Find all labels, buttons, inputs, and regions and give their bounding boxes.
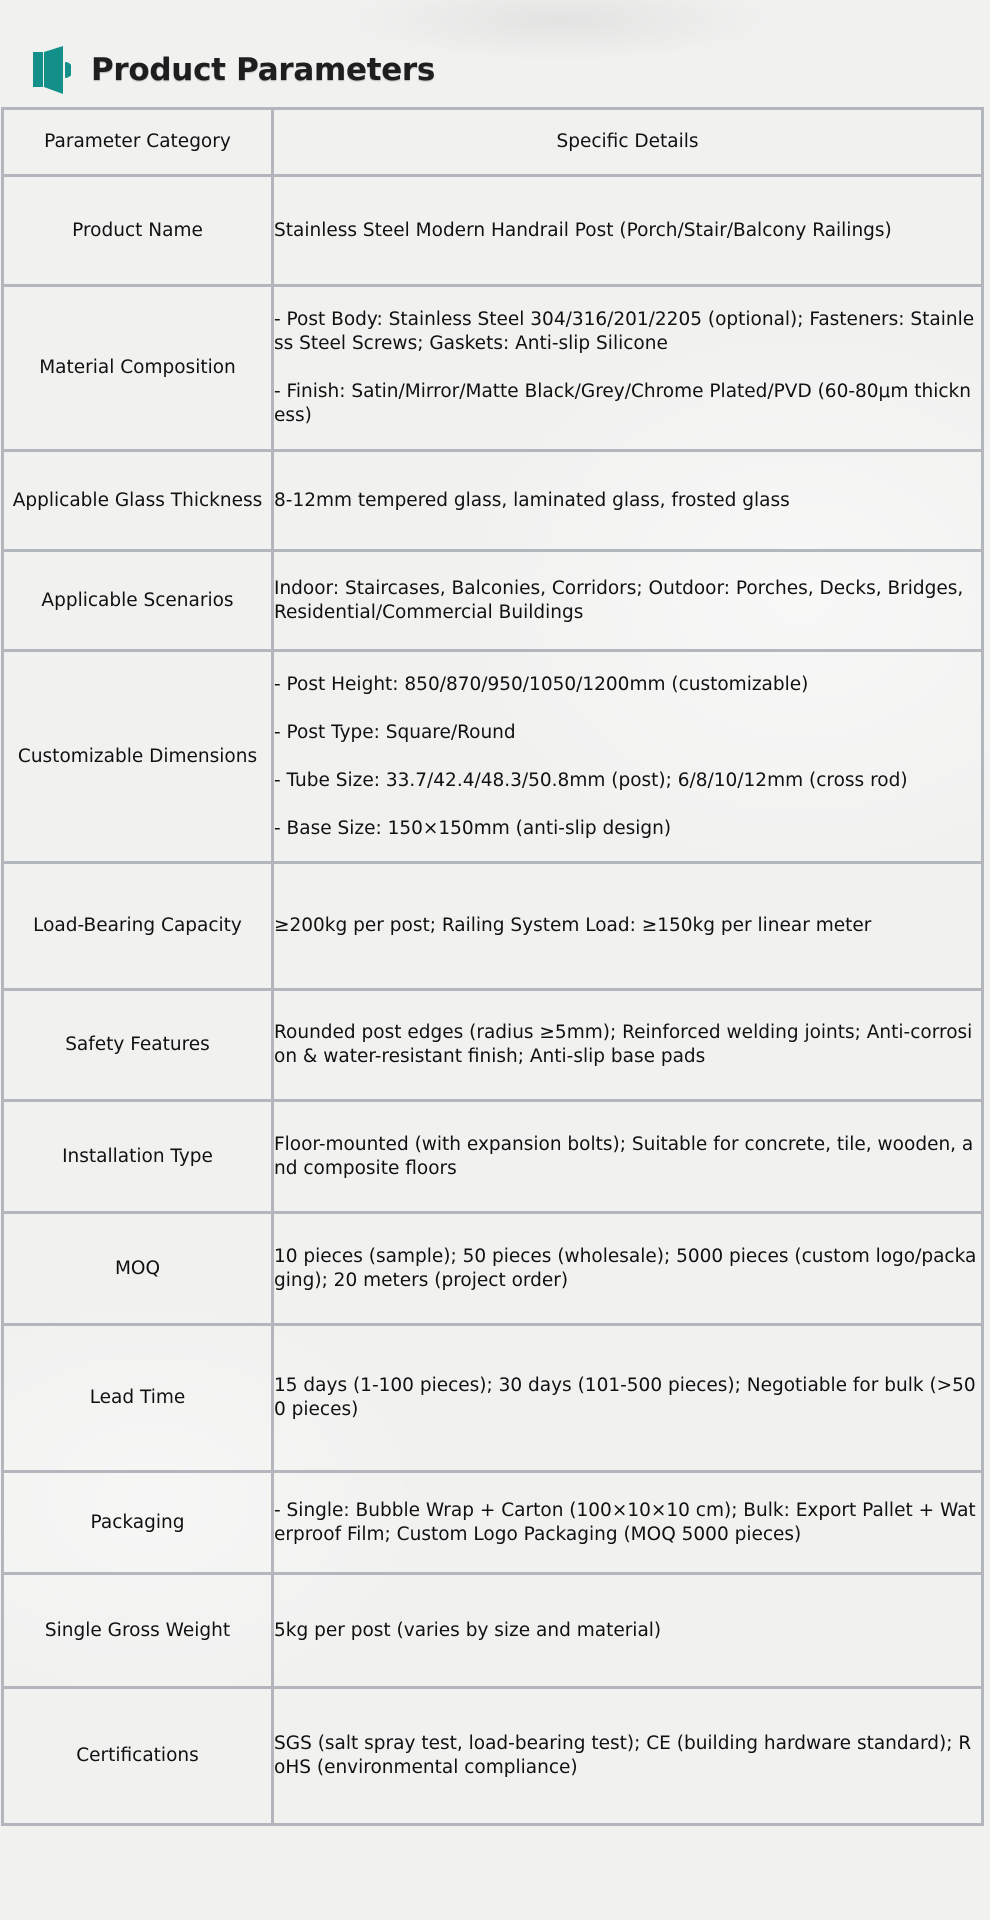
detail-line: - Single: Bubble Wrap + Carton (100×10×10 cm); Bulk: Export Pallet + Waterproof Film; Custom Logo Packaging (MOQ 5000 pieces) <box>274 1499 976 1545</box>
table-row <box>3 1325 983 1472</box>
detail-line: Floor-mounted (with expansion bolts); Suitable for concrete, tile, wooden, and composite floors <box>274 1133 974 1179</box>
table-row <box>3 286 983 451</box>
detail-line: Indoor: Staircases, Balconies, Corridors; Outdoor: Porches, Decks, Bridges, Residential/Commercial Buildings <box>274 577 964 623</box>
speaker-icon <box>33 46 71 94</box>
table-row <box>3 1101 983 1213</box>
detail-line: - Finish: Satin/Mirror/Matte Black/Grey/Chrome Plated/PVD (60-80μm thickness) <box>274 381 971 426</box>
section-header <box>33 44 435 96</box>
parameter-details <box>273 1688 983 1825</box>
parameters-table <box>1 107 984 1826</box>
parameter-details <box>273 176 983 286</box>
parameter-category: Product Name <box>3 176 273 286</box>
parameter-category: Customizable Dimensions <box>3 651 273 863</box>
parameter-category: MOQ <box>3 1213 273 1325</box>
parameter-details <box>273 651 983 863</box>
parameter-details <box>273 863 983 990</box>
parameter-details <box>273 1101 983 1213</box>
table-row <box>3 1472 983 1574</box>
detail-line: ≥200kg per post; Railing System Load: ≥150kg per linear meter <box>274 915 872 936</box>
detail-line: 8-12mm tempered glass, laminated glass, frosted glass <box>274 489 790 511</box>
parameter-category: Material Composition <box>3 286 273 451</box>
parameter-details <box>273 286 983 451</box>
detail-line: 5kg per post (varies by size and material) <box>274 1619 662 1641</box>
parameter-category: Installation Type <box>3 1101 273 1213</box>
parameter-category: Applicable Scenarios <box>3 551 273 651</box>
parameter-details <box>273 551 983 651</box>
parameter-category: Single Gross Weight <box>3 1574 273 1688</box>
detail-line: SGS (salt spray test, load-bearing test); CE (building hardware standard); RoHS (environmental compliance) <box>274 1733 972 1778</box>
detail-line: - Post Type: Square/Round <box>274 721 516 743</box>
table-row <box>3 1688 983 1825</box>
table-row <box>3 863 983 990</box>
table-row <box>3 651 983 863</box>
table-row <box>3 176 983 286</box>
table-header-row <box>3 109 983 176</box>
table-row <box>3 1213 983 1325</box>
table-row <box>3 990 983 1101</box>
parameter-category: Safety Features <box>3 990 273 1101</box>
parameter-category: Lead Time <box>3 1325 273 1472</box>
detail-line: Stainless Steel Modern Handrail Post (Porch/Stair/Balcony Railings) <box>274 219 892 241</box>
column-header-details: Specific Details <box>273 109 983 176</box>
parameter-details <box>273 1325 983 1472</box>
parameter-details <box>273 1574 983 1688</box>
table-row <box>3 1574 983 1688</box>
detail-line: 10 pieces (sample); 50 pieces (wholesale); 5000 pieces (custom logo/packaging); 20 meters (project order) <box>274 1245 977 1291</box>
table-row <box>3 551 983 651</box>
parameter-category: Applicable Glass Thickness <box>3 451 273 551</box>
parameter-details <box>273 1213 983 1325</box>
parameter-details <box>273 990 983 1101</box>
parameter-details <box>273 451 983 551</box>
detail-line: Rounded post edges (radius ≥5mm); Reinforced welding joints; Anti-corrosion & water-resistant finish; Anti-slip base pads <box>274 1022 973 1067</box>
column-header-category: Parameter Category <box>3 109 273 176</box>
detail-line: 15 days (1-100 pieces); 30 days (101-500 pieces); Negotiable for bulk (>500 pieces) <box>274 1375 976 1420</box>
parameter-category: Certifications <box>3 1688 273 1825</box>
parameter-category: Load-Bearing Capacity <box>3 863 273 990</box>
detail-line: - Post Body: Stainless Steel 304/316/201/2205 (optional); Fasteners: Stainless Steel Screws; Gaskets: Anti-slip Silicone <box>274 309 975 354</box>
page-title: Product Parameters <box>91 52 436 88</box>
detail-line: - Post Height: 850/870/950/1050/1200mm (customizable) <box>274 673 809 695</box>
table-row <box>3 451 983 551</box>
detail-line: - Tube Size: 33.7/42.4/48.3/50.8mm (post); 6/8/10/12mm (cross rod) <box>274 769 908 791</box>
detail-line: - Base Size: 150×150mm (anti-slip design) <box>274 817 672 839</box>
parameter-category: Packaging <box>3 1472 273 1574</box>
parameter-details <box>273 1472 983 1574</box>
